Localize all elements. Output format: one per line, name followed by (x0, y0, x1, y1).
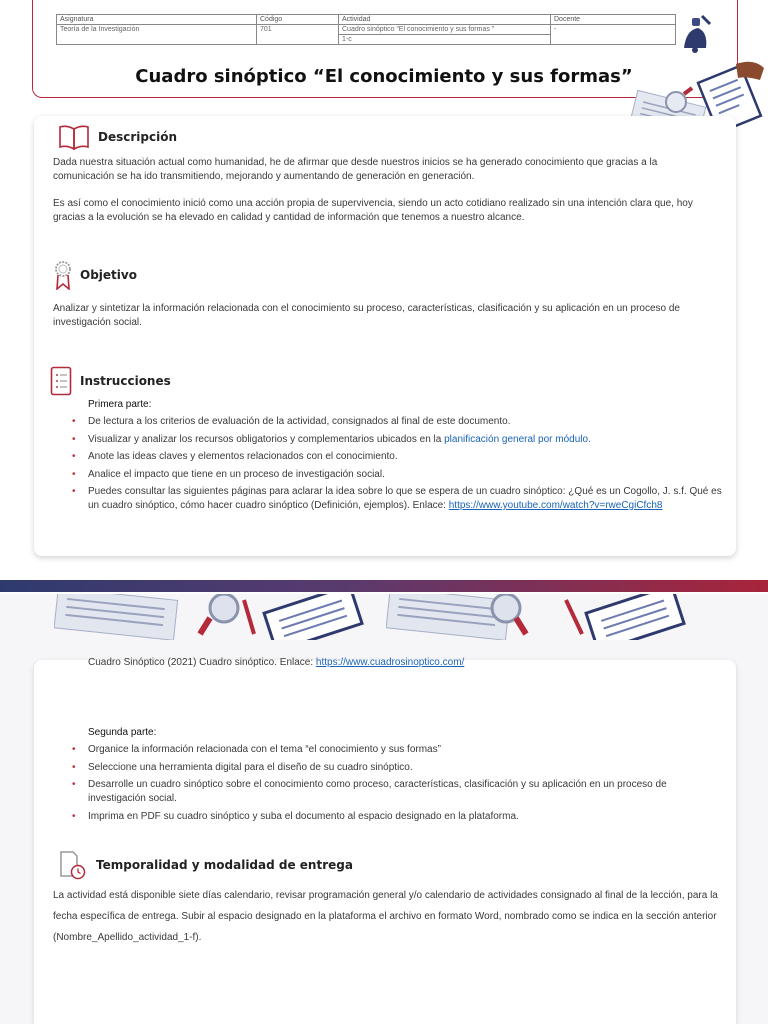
content-card-continued (34, 660, 736, 1024)
objetivo-paragraph: Analizar y sintetizar la información relacionada con el conocimiento su proceso, características, clasificación y su aplicación en un proceso de investigación social. (53, 303, 680, 328)
temporalidad-section-header (58, 850, 353, 880)
cell-actividad: Cuadro sinóptico “El conocimiento y sus formas ” (339, 25, 551, 35)
primera-parte-list (70, 415, 722, 517)
objetivo-heading: Objetivo (80, 268, 137, 282)
objetivo-section-header (54, 260, 137, 290)
list-item: • Anote las ideas claves y elementos relacionados con el conocimiento. (70, 450, 722, 464)
header-codigo: Código (257, 15, 339, 25)
youtube-link[interactable]: https://www.youtube.com/watch?v=rweCgiCfch8 (448, 500, 663, 511)
cell-docente: - (551, 25, 676, 45)
descripcion-heading: Descripción (98, 130, 177, 144)
book-icon (58, 124, 90, 150)
planificacion-link[interactable]: planificación general por módulo. (444, 433, 591, 445)
banner-illustration-left (54, 594, 374, 645)
segunda-parte-list (70, 743, 722, 827)
segunda-parte-label: Segunda parte: (88, 727, 157, 738)
header-asignatura: Asignatura (57, 15, 257, 25)
primera-parte-label: Primera parte: (88, 399, 152, 410)
banner-illustration-right (386, 594, 706, 645)
cell-asignatura: Teoría de la Investigación (57, 25, 257, 45)
ribbon-icon (54, 260, 72, 290)
list-item: • Organice la información relacionada con el tema “el conocimiento y sus formas” (70, 743, 722, 757)
descripcion-paragraph-1: Dada nuestra situación actual como humanidad, he de afirmar que desde nuestros inicios se ha generado conocimiento que gracias a la comunicación se ha ido transmitiendo, mejorando y aumentando de generación en generación. (53, 157, 658, 182)
descripcion-paragraph-2: Es así como el conocimiento inició como una acción propia de supervivencia, siendo un acto cotidiano realizado sin una intención clara que, hoy gracias a la evolución se ha elevado en calidad y cantidad de información que tenemos a nuestro alcance. (53, 198, 693, 223)
instrucciones-heading: Instrucciones (80, 374, 171, 388)
temporalidad-paragraph: La actividad está disponible siete días calendario, revisar programación general y/o calendario de actividades consignado al final de la lección, para la fecha específica de entrega. Subir al espacio designado en la plataforma el archivo en formato Word, nombrado como se indica en la sección anterior (Nombre_Apellido_actividad_1-f). (53, 890, 718, 943)
cuadrosinoptico-link[interactable]: https://www.cuadrosinoptico.com/ (315, 657, 465, 668)
document-clock-icon (58, 850, 88, 880)
list-item: • Desarrolle un cuadro sinóptico sobre el conocimiento como proceso, características, clasificación y su aplicación en un proceso de investigación social. (70, 778, 722, 806)
list-item: • Puedes consultar las siguientes páginas para aclarar la idea sobre lo que se espera de un cuadro sinóptico: ¿Qué es un Cogollo, J. s.f. Qué es un cuadro sinóptico, cómo hacer cuadro sinóptico (Definición, ejemplos). Enlace: https://www.youtube.com/watch?v=rweCgiCfch8 (70, 485, 722, 513)
list-item: • Imprima en PDF su cuadro sinóptico y suba el documento al espacio designado en la plataforma. (70, 810, 722, 824)
cell-actividad-code: 1-c (339, 35, 551, 45)
cell-codigo: 701 (257, 25, 339, 45)
list-item: • Analice el impacto que tiene en un proceso de investigación social. (70, 468, 722, 482)
instrucciones-section-header (50, 366, 171, 396)
info-table (56, 14, 676, 45)
list-item: • Seleccione una herramienta digital para el diseño de su cuadro sinóptico. (70, 761, 722, 775)
header-docente: Docente (551, 15, 676, 25)
temporalidad-heading: Temporalidad y modalidad de entrega (96, 858, 353, 872)
list-icon (50, 366, 72, 396)
lamp-icon (676, 14, 716, 59)
page-title: Cuadro sinóptico “El conocimiento y sus formas” (135, 66, 633, 87)
list-item: • De lectura a los criterios de evaluación de la actividad, consignados al final de este documento. (70, 415, 722, 429)
descripcion-section-header (58, 124, 177, 150)
cuadro-sinoptico-reference: Cuadro Sinóptico (2021) Cuadro sinóptico. Enlace: https://www.cuadrosinoptico.com/ (88, 657, 465, 668)
header-actividad: Actividad (339, 15, 551, 25)
list-item: • Visualizar y analizar los recursos obligatorios y complementarios ubicados en la planificación general por módulo. (70, 433, 722, 447)
